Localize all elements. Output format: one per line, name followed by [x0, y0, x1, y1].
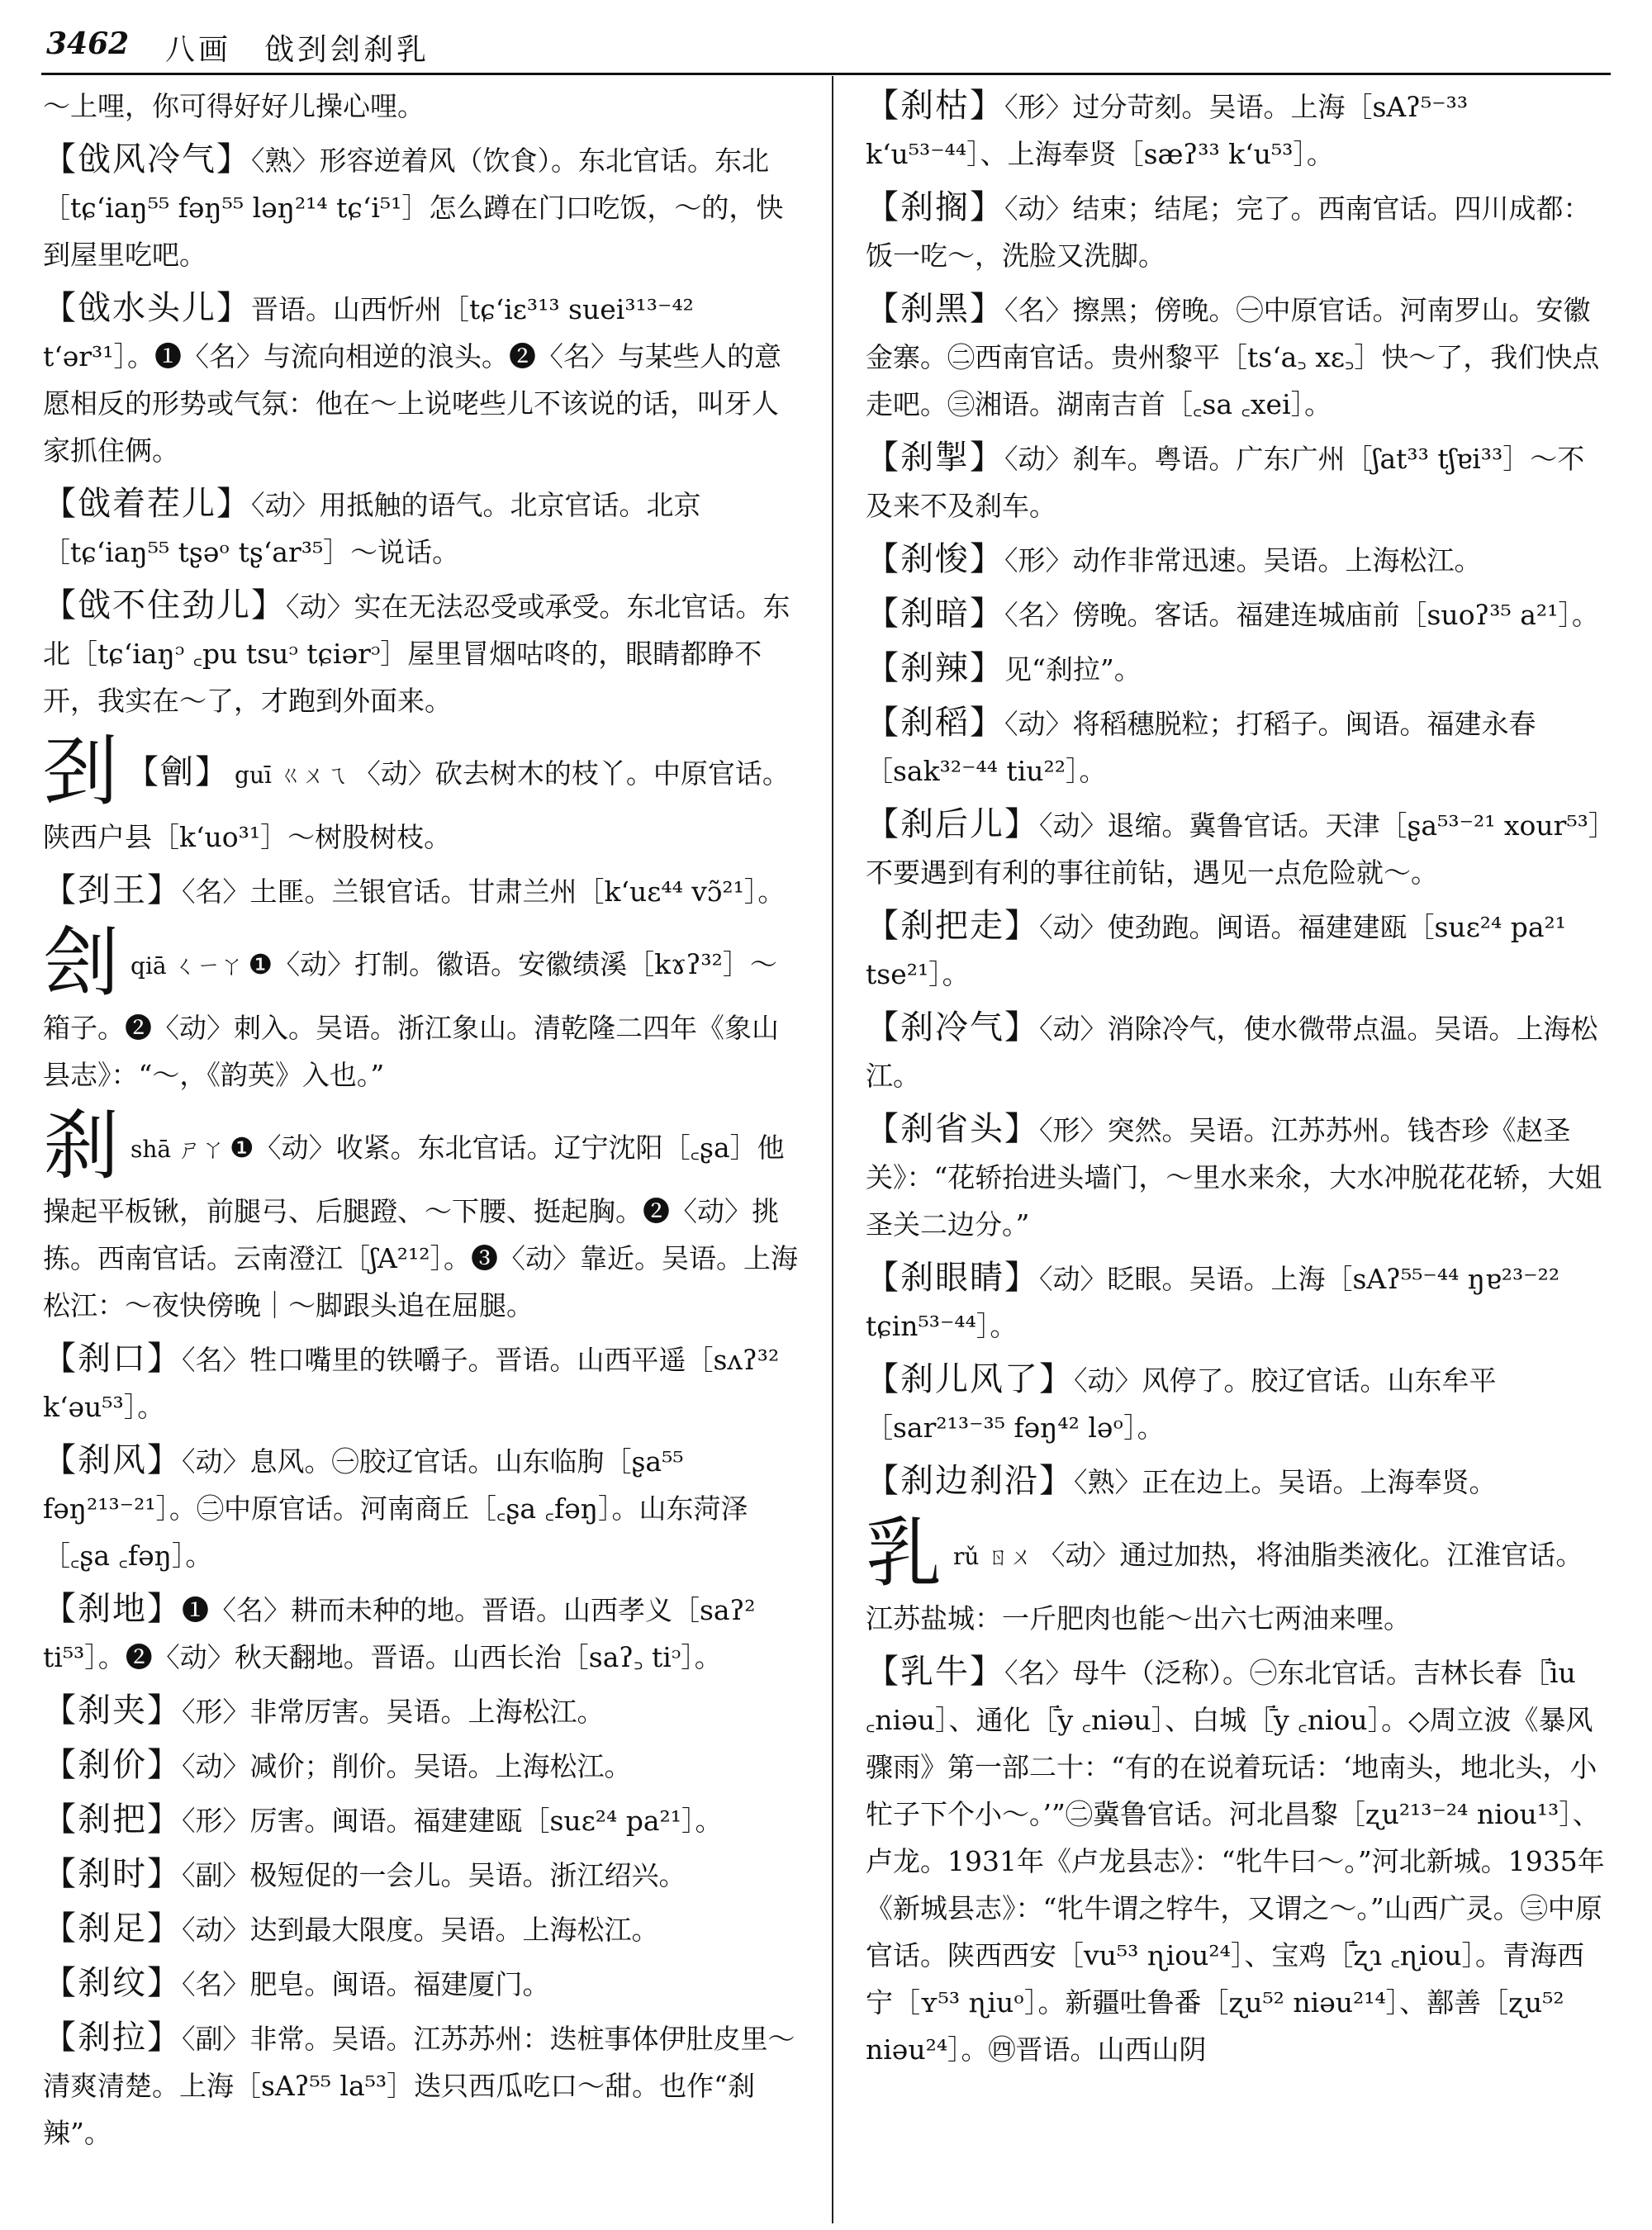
entry-headword: 【戗不住劲儿】	[43, 586, 286, 624]
entry-definition: 〈动〉退缩。冀鲁官话。天津［ʂa⁵³⁻²¹ xour⁵³］不要遇到有利的事往前钻，遇见一点危险就～。	[866, 809, 1602, 889]
entry-definition: 〈名〉傍晚。客话。福建连城庙前［suoʔ³⁵ a²¹］。	[1004, 599, 1599, 631]
dictionary-entry	[866, 1106, 1609, 1248]
entry-definition: ❶〈名〉耕而未种的地。晋语。山西孝义［saʔ² ti⁵³］。❷〈动〉秋天翻地。晋语。山西长治［saʔ꜆ tiᵓ］。	[43, 1594, 756, 1673]
entry-definition: 〈形〉动作非常迅速。吴语。上海松江。	[1004, 544, 1482, 576]
entry-definition: 〈动〉结束；结尾；完了。西南官话。四川成都：饭一吃～，洗脸又洗脚。	[866, 192, 1591, 272]
entry-definition: 〈动〉眨眼。吴语。上海［sAʔ⁵⁵⁻⁴⁴ ŋɐ²³⁻²² tɕin⁵³⁻⁴⁴］。	[866, 1263, 1560, 1342]
dictionary-entry	[866, 286, 1609, 428]
dictionary-entry	[866, 801, 1609, 896]
entry-definition: ❶〈动〉收紧。东北官话。辽宁沈阳［꜀ʂa］他操起平板锹，前腿弓、后腿蹬、～下腰、挺起胸。❷〈动〉挑拣。西南官话。云南澄江［ʃA²¹²］。❸〈动〉靠近。吴语。上海松江：～夜快傍晚｜～脚跟头追在屈腿。	[43, 1132, 798, 1321]
entry-headword: 【刹时】	[43, 1855, 182, 1893]
headword-character: 刹	[43, 1102, 120, 1190]
entry-headword: 【刹冷气】	[866, 1008, 1039, 1046]
dictionary-entry	[866, 591, 1609, 638]
dictionary-entry	[43, 1586, 803, 1681]
dictionary-entry	[866, 1255, 1609, 1350]
dictionary-entry	[43, 867, 803, 915]
entry-definition: 见“刹拉”。	[1004, 653, 1142, 686]
entry-pinyin: shā ㄕㄚ	[131, 1136, 225, 1163]
dictionary-entry	[866, 1356, 1609, 1451]
left-column	[43, 83, 803, 2213]
entry-headword: 【刹搁】	[866, 188, 1004, 226]
dictionary-entry	[866, 1649, 1609, 2073]
entry-headword: 【刹价】	[43, 1746, 182, 1784]
headword-entry	[43, 728, 803, 861]
entry-definition: 〈动〉消除冷气，使水微带点温。吴语。上海松江。	[866, 1013, 1598, 1092]
entry-definition: 〈形〉非常厉害。吴语。上海松江。	[182, 1696, 605, 1728]
entry-definition: 〈形〉厉害。闽语。福建建瓯［suɛ²⁴ pa²¹］。	[182, 1805, 723, 1837]
entry-headword: 【刹儿风了】	[866, 1360, 1074, 1398]
entry-headword: 【刹眼睛】	[866, 1259, 1039, 1297]
running-title: 八画 戗刭刽刹乳	[165, 33, 430, 67]
entry-definition: 〈形〉突然。吴语。江苏苏州。钱杏珍《赵圣关》：“花轿抬进头墙门，～里水来氽，大水冲脱花花轿，大姐圣关二边分。”	[866, 1114, 1602, 1241]
dictionary-entry	[866, 1004, 1609, 1099]
page-header	[41, 23, 1611, 75]
headword-character: 刽	[43, 918, 120, 1007]
entry-headword: 【刹地】	[43, 1590, 182, 1628]
entry-pinyin: guī ㄍㄨㄟ	[235, 762, 349, 789]
entry-definition: 〈名〉土匪。兰银官话。甘肃兰州［kʻuɛ⁴⁴ vɔ̃²¹］。	[182, 875, 786, 908]
entry-continuation	[43, 83, 803, 130]
dictionary-entry	[866, 83, 1609, 178]
entry-definition: 〈副〉非常。吴语。江苏苏州：迭桩事体伊肚皮里～清爽清楚。上海［sAʔ⁵⁵ la⁵³］迭只西瓜吃口～甜。也作“刹辣”。	[43, 2023, 795, 2149]
dictionary-entry	[43, 481, 803, 576]
entry-headword: 【戗水头儿】	[43, 289, 251, 327]
entry-headword: 【刹稻】	[866, 704, 1004, 742]
entry-headword: 【刹后儿】	[866, 805, 1039, 843]
entry-headword: 【刹辣】	[866, 649, 1004, 687]
entry-definition: 〈名〉母牛（泛称）。㊀东北官话。吉林长春［ꜙiu ꜀niəu］、通化［ꜙy ꜀niəu］、白城［ꜙy ꜀niou］。◇周立波《暴风骤雨》第一部二十：“有的在说着玩话：‘地南头，地北头，小牤子下个小～。’”㊁冀鲁官话。河北昌黎［ʐu²¹³⁻²⁴ niou¹³］、卢龙。1931年《卢龙县志》：“牝牛曰～。”河北新城。1935年《新城县志》：“牝牛谓之牸牛，又谓之～。”山西广灵。㊂中原官话。陕西西安［vu⁵³ ɳiou²⁴］、宝鸡［ꜙʐɿ ꜀ɳiou］。青海西宁［ʏ⁵³ ɳiuᵒ］。新疆吐鲁番［ʐu⁵² niəu²¹⁴］、鄯善［ʐu⁵² niəu²⁴］。㊃晋语。山西山阴	[866, 1657, 1605, 2066]
dictionary-entry	[43, 1960, 803, 2008]
entry-definition: 〈动〉息风。㊀胶辽官话。山东临朐［ʂa⁵⁵ fəŋ²¹³⁻²¹］。㊁中原官话。河南商丘［꜀ʂa ꜀fəŋ］。山东菏泽［꜀ʂa ꜀fəŋ］。	[43, 1445, 748, 1572]
entry-definition: 〈动〉达到最大限度。吴语。上海松江。	[182, 1914, 659, 1946]
page-number: 3462	[46, 26, 130, 61]
column-divider	[832, 76, 833, 2223]
entry-headword: 【刹纹】	[43, 1964, 182, 2002]
dictionary-entry	[866, 645, 1609, 693]
dictionary-entry	[43, 1851, 803, 1899]
dictionary-entry	[43, 1687, 803, 1735]
entry-headword: 【戗风冷气】	[43, 140, 251, 178]
dictionary-entry	[43, 285, 803, 474]
entry-definition: 〈动〉将稻穗脱粒；打稻子。闽语。福建永春［sak³²⁻⁴⁴ tiu²²］。	[866, 708, 1536, 787]
entry-definition: 〈动〉减价；削价。吴语。上海松江。	[182, 1750, 632, 1782]
entry-headword: 【劊】	[126, 753, 230, 791]
dictionary-entry	[43, 2014, 803, 2156]
headword-entry	[43, 918, 803, 1098]
entry-headword: 【刹边刹沿】	[866, 1462, 1074, 1500]
dictionary-entry	[43, 136, 803, 278]
headword-character: 乳	[866, 1509, 942, 1597]
dictionary-entry	[866, 536, 1609, 584]
entry-headword: 【刹把走】	[866, 907, 1039, 945]
entry-headword: 【刹枯】	[866, 87, 1004, 125]
headword-character: 刭	[43, 728, 120, 816]
entry-headword: 【刹口】	[43, 1340, 182, 1378]
dictionary-entry	[43, 1905, 803, 1953]
entry-definition: 〈动〉刹车。粤语。广东广州［ʃat³³ tʃɐi³³］～不及来不及刹车。	[866, 443, 1585, 522]
entry-pinyin: rǔ ㄖㄨ	[953, 1543, 1033, 1570]
dictionary-entry	[866, 1458, 1609, 1506]
entry-definition: ～上哩，你可得好好儿操心哩。	[43, 90, 425, 122]
entry-definition: 〈动〉砍去树木的枝丫。中原官话。陕西户县［kʻuo³¹］～树股树枝。	[43, 757, 790, 853]
entry-headword: 【刹掣】	[866, 439, 1004, 477]
entry-headword: 【刭王】	[43, 871, 182, 909]
entry-headword: 【刹拉】	[43, 2019, 182, 2057]
entry-definition: 〈形〉过分苛刻。吴语。上海［sAʔ⁵⁻³³ kʻu⁵³⁻⁴⁴］、上海奉贤［sæʔ³³ kʻu⁵³］。	[866, 91, 1469, 170]
entry-definition: 〈动〉实在无法忍受或承受。东北官话。东北［tɕʻiaŋᵓ ꜀pu tsuᵓ tɕiərᵓ］屋里冒烟咕咚的，眼睛都睁不开，我实在～了，才跑到外面来。	[43, 591, 790, 717]
dictionary-entry	[866, 903, 1609, 998]
entry-headword: 【刹把】	[43, 1801, 182, 1839]
headword-entry	[866, 1509, 1609, 1642]
entry-definition: 〈熟〉正在边上。吴语。上海奉贤。	[1074, 1466, 1497, 1498]
dictionary-entry	[866, 434, 1609, 529]
entry-definition: 〈动〉用抵触的语气。北京官话。北京［tɕʻiaŋ⁵⁵ tʂəᵒ tʂʻar³⁵］～说话。	[43, 489, 701, 568]
entry-definition: 〈副〉极短促的一会儿。吴语。浙江绍兴。	[182, 1859, 686, 1891]
dictionary-entry	[43, 1336, 803, 1431]
entry-definition: 〈名〉擦黑；傍晚。㊀中原官话。河南罗山。安徽金寨。㊁西南官话。贵州黎平［tsʻa꜆ xɛ꜆］快～了，我们快点走吧。㊂湘语。湖南吉首［꜀sa ꜀xei］。	[866, 294, 1600, 420]
entry-headword: 【刹夹】	[43, 1691, 182, 1729]
dictionary-entry	[866, 184, 1609, 279]
entry-pinyin: qiā ㄑㄧㄚ	[131, 952, 244, 980]
entry-definition: 〈名〉牲口嘴里的铁嚼子。晋语。山西平遥［sʌʔ³² kʻəu⁵³］。	[43, 1344, 780, 1423]
entry-definition: ❶〈动〉打制。徽语。安徽绩溪［kɤʔ³²］～箱子。❷〈动〉刺入。吴语。浙江象山。清乾隆二四年《象山县志》：“～，《韵英》入也。”	[43, 948, 779, 1091]
dictionary-entry	[866, 700, 1609, 795]
entry-headword: 【刹省头】	[866, 1110, 1039, 1148]
entry-definition: 晋语。山西忻州［tɕʻiɛ³¹³ suei³¹³⁻⁴² tʻər³¹］。❶〈名〉与流向相逆的浪头。❷〈名〉与某些人的意愿相反的形势或气氛：他在～上说咾些儿不该说的话，叫牙人家抓住俩。	[43, 293, 782, 467]
dictionary-entry	[43, 582, 803, 724]
dictionary-entry	[43, 1437, 803, 1579]
entry-headword: 【刹悛】	[866, 540, 1004, 578]
entry-headword: 【刹风】	[43, 1441, 182, 1479]
entry-headword: 【刹足】	[43, 1910, 182, 1948]
right-column	[866, 83, 1609, 2213]
headword-entry	[43, 1102, 803, 1329]
entry-definition: 〈动〉风停了。胶辽官话。山东牟平［sar²¹³⁻³⁵ fəŋ⁴² ləᵒ］。	[866, 1364, 1497, 1444]
entry-headword: 【戗着茬儿】	[43, 485, 251, 523]
entry-definition: 〈动〉通过加热，将油脂类液化。江淮官话。江苏盐城：一斤肥肉也能～出六七两油来哩。	[866, 1539, 1583, 1635]
dictionary-entry	[43, 1742, 803, 1790]
entry-headword: 【刹黑】	[866, 290, 1004, 328]
entry-definition: 〈动〉使劲跑。闽语。福建建瓯［suɛ²⁴ pa²¹ tse²¹］。	[866, 911, 1566, 990]
entry-definition: 〈熟〉形容逆着风（饮食）。东北官话。东北［tɕʻiaŋ⁵⁵ fəŋ⁵⁵ ləŋ²¹⁴ tɕʻi⁵¹］怎么蹲在门口吃饭，～的，快到屋里吃吧。	[43, 145, 784, 271]
entry-headword: 【乳牛】	[866, 1653, 1004, 1691]
entry-definition: 〈名〉肥皂。闽语。福建厦门。	[182, 1968, 550, 2000]
entry-headword: 【刹暗】	[866, 595, 1004, 633]
dictionary-entry	[43, 1796, 803, 1844]
